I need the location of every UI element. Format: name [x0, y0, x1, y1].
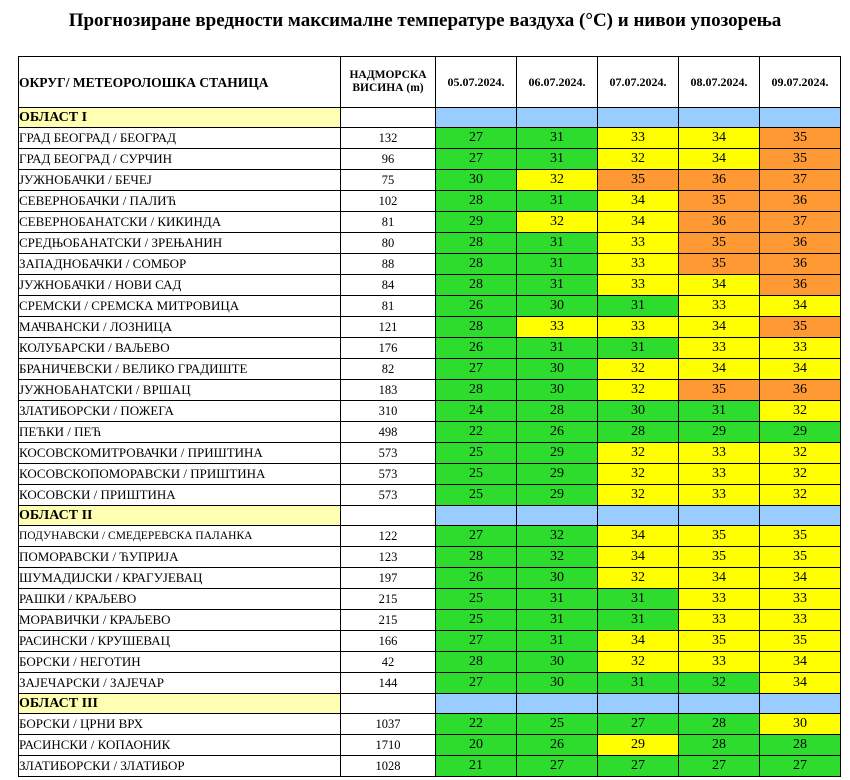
region-date-blank [598, 694, 679, 714]
region-date-blank [679, 506, 760, 526]
temperature-cell: 36 [760, 380, 841, 401]
temperature-cell: 34 [598, 212, 679, 233]
table-row [19, 422, 841, 443]
station-name: ПЕЋКИ / ПЕЋ [19, 422, 341, 443]
station-name: МАЧВАНСКИ / ЛОЗНИЦА [19, 317, 341, 338]
temperature-cell: 32 [760, 401, 841, 422]
region-elevation-blank [341, 506, 436, 526]
temperature-cell: 36 [760, 233, 841, 254]
temperature-cell: 34 [598, 191, 679, 212]
temperature-cell: 28 [598, 422, 679, 443]
temperature-cell: 28 [436, 652, 517, 673]
temperature-cell: 33 [679, 652, 760, 673]
temperature-cell: 28 [436, 233, 517, 254]
temperature-cell: 27 [598, 714, 679, 735]
temperature-cell: 25 [436, 610, 517, 631]
temperature-cell: 32 [517, 526, 598, 547]
station-elevation: 75 [341, 170, 436, 191]
temperature-cell: 31 [598, 589, 679, 610]
table-row [19, 756, 841, 777]
table-row [19, 128, 841, 149]
temperature-cell: 33 [679, 443, 760, 464]
table-row [19, 149, 841, 170]
temperature-cell: 29 [436, 212, 517, 233]
station-name: ЗЛАТИБОРСКИ / ПОЖЕГА [19, 401, 341, 422]
temperature-cell: 33 [598, 317, 679, 338]
temperature-cell: 35 [679, 631, 760, 652]
region-elevation-blank [341, 694, 436, 714]
station-name: БОРСКИ / НЕГОТИН [19, 652, 341, 673]
temperature-cell: 32 [598, 359, 679, 380]
region-label: ОБЛАСТ I [19, 108, 341, 128]
temperature-cell: 31 [517, 254, 598, 275]
region-date-blank [760, 108, 841, 128]
region-label: ОБЛАСТ III [19, 694, 341, 714]
temperature-cell: 28 [436, 380, 517, 401]
table-row [19, 735, 841, 756]
temperature-cell: 22 [436, 714, 517, 735]
station-elevation: 215 [341, 610, 436, 631]
station-elevation: 1710 [341, 735, 436, 756]
region-date-blank [436, 108, 517, 128]
temperature-cell: 27 [517, 756, 598, 777]
temperature-cell: 30 [517, 359, 598, 380]
temperature-cell: 34 [679, 317, 760, 338]
temperature-cell: 35 [679, 233, 760, 254]
temperature-cell: 26 [436, 296, 517, 317]
region-date-blank [517, 506, 598, 526]
temperature-cell: 22 [436, 422, 517, 443]
region-date-blank [598, 108, 679, 128]
station-name: ПОМОРАВСКИ / ЋУПРИЈА [19, 547, 341, 568]
temperature-cell: 30 [517, 652, 598, 673]
region-header-row [19, 108, 841, 128]
table-row [19, 401, 841, 422]
temperature-cell: 35 [760, 317, 841, 338]
table-row [19, 631, 841, 652]
temperature-cell: 34 [679, 128, 760, 149]
temperature-cell: 20 [436, 735, 517, 756]
station-elevation: 132 [341, 128, 436, 149]
temperature-cell: 31 [598, 296, 679, 317]
temperature-cell: 31 [679, 401, 760, 422]
temperature-cell: 33 [598, 128, 679, 149]
table-row [19, 610, 841, 631]
temperature-cell: 28 [517, 401, 598, 422]
station-name: ШУМАДИЈСКИ / КРАГУЈЕВАЦ [19, 568, 341, 589]
temperature-cell: 27 [679, 756, 760, 777]
station-name: СРЕМСКИ / СРЕМСКА МИТРОВИЦА [19, 296, 341, 317]
station-elevation: 1028 [341, 756, 436, 777]
temperature-cell: 35 [679, 254, 760, 275]
station-name: ПОДУНАВСКИ / СМЕДЕРЕВСКА ПАЛАНКА [19, 526, 341, 547]
station-elevation: 183 [341, 380, 436, 401]
table-row [19, 443, 841, 464]
station-name: ЗАЈЕЧАРСКИ / ЗАЈЕЧАР [19, 673, 341, 694]
region-date-blank [760, 506, 841, 526]
temperature-cell: 36 [679, 212, 760, 233]
temperature-cell: 33 [679, 296, 760, 317]
temperature-cell: 26 [517, 735, 598, 756]
station-elevation: 310 [341, 401, 436, 422]
temperature-cell: 32 [517, 547, 598, 568]
temperature-cell: 32 [598, 149, 679, 170]
table-row [19, 547, 841, 568]
station-elevation: 121 [341, 317, 436, 338]
station-elevation: 197 [341, 568, 436, 589]
temperature-cell: 26 [517, 422, 598, 443]
temperature-cell: 34 [679, 149, 760, 170]
region-date-blank [436, 506, 517, 526]
region-date-blank [760, 694, 841, 714]
temperature-cell: 34 [598, 631, 679, 652]
temperature-cell: 33 [679, 338, 760, 359]
temperature-cell: 27 [598, 756, 679, 777]
temperature-cell: 27 [436, 631, 517, 652]
temperature-cell: 32 [598, 652, 679, 673]
temperature-cell: 25 [436, 485, 517, 506]
temperature-cell: 29 [517, 464, 598, 485]
region-elevation-blank [341, 108, 436, 128]
station-name: КОЛУБАРСКИ / ВАЉЕВО [19, 338, 341, 359]
station-name: РАСИНСКИ / КОПАОНИК [19, 735, 341, 756]
station-elevation: 80 [341, 233, 436, 254]
temperature-cell: 36 [760, 191, 841, 212]
forecast-table [18, 56, 841, 777]
temperature-cell: 34 [598, 526, 679, 547]
temperature-cell: 34 [679, 359, 760, 380]
table-row [19, 296, 841, 317]
station-name: ЗЛАТИБОРСКИ / ЗЛАТИБОР [19, 756, 341, 777]
station-elevation: 82 [341, 359, 436, 380]
temperature-cell: 24 [436, 401, 517, 422]
temperature-cell: 28 [436, 547, 517, 568]
table-row [19, 254, 841, 275]
temperature-cell: 34 [679, 568, 760, 589]
temperature-cell: 31 [517, 128, 598, 149]
station-elevation: 176 [341, 338, 436, 359]
region-date-blank [517, 694, 598, 714]
station-elevation: 166 [341, 631, 436, 652]
station-elevation: 215 [341, 589, 436, 610]
table-row [19, 714, 841, 735]
station-name: ЈУЖНОБАЧКИ / НОВИ САД [19, 275, 341, 296]
temperature-cell: 34 [679, 275, 760, 296]
temperature-cell: 30 [517, 568, 598, 589]
temperature-cell: 32 [517, 170, 598, 191]
temperature-cell: 30 [436, 170, 517, 191]
station-elevation: 123 [341, 547, 436, 568]
temperature-cell: 32 [760, 443, 841, 464]
station-elevation: 81 [341, 212, 436, 233]
temperature-cell: 32 [517, 212, 598, 233]
temperature-cell: 25 [436, 589, 517, 610]
date-column-header: 07.07.2024. [598, 57, 679, 108]
temperature-cell: 31 [517, 191, 598, 212]
temperature-cell: 32 [598, 443, 679, 464]
temperature-cell: 27 [436, 359, 517, 380]
temperature-cell: 32 [760, 485, 841, 506]
station-name: РАСИНСКИ / КРУШЕВАЦ [19, 631, 341, 652]
station-column-header: ОКРУГ/ МЕТЕОРОЛОШКА СТАНИЦА [19, 57, 341, 108]
temperature-cell: 34 [598, 547, 679, 568]
temperature-cell: 34 [760, 296, 841, 317]
region-header-row [19, 506, 841, 526]
station-elevation: 96 [341, 149, 436, 170]
temperature-cell: 32 [598, 485, 679, 506]
temperature-cell: 36 [679, 170, 760, 191]
station-name: РАШКИ / КРАЉЕВО [19, 589, 341, 610]
region-date-blank [679, 108, 760, 128]
elevation-header-line1: НАДМОРСКА [349, 69, 427, 81]
temperature-cell: 35 [760, 128, 841, 149]
temperature-cell: 25 [436, 464, 517, 485]
temperature-cell: 34 [760, 652, 841, 673]
region-date-blank [679, 694, 760, 714]
temperature-cell: 35 [598, 170, 679, 191]
temperature-cell: 27 [436, 128, 517, 149]
station-name: КОСОВСКОМИТРОВАЧКИ / ПРИШТИНА [19, 443, 341, 464]
temperature-cell: 32 [598, 464, 679, 485]
station-name: ЗАПАДНОБАЧКИ / СОМБОР [19, 254, 341, 275]
date-column-header: 09.07.2024. [760, 57, 841, 108]
table-row [19, 589, 841, 610]
station-elevation: 84 [341, 275, 436, 296]
table-row [19, 233, 841, 254]
temperature-cell: 31 [517, 233, 598, 254]
temperature-cell: 34 [760, 359, 841, 380]
station-elevation: 81 [341, 296, 436, 317]
station-elevation: 573 [341, 464, 436, 485]
table-row [19, 212, 841, 233]
temperature-cell: 35 [760, 149, 841, 170]
table-row [19, 170, 841, 191]
temperature-cell: 33 [517, 317, 598, 338]
temperature-cell: 28 [436, 275, 517, 296]
temperature-cell: 33 [760, 589, 841, 610]
temperature-cell: 29 [760, 422, 841, 443]
temperature-cell: 33 [760, 610, 841, 631]
table-row [19, 191, 841, 212]
temperature-cell: 29 [598, 735, 679, 756]
station-elevation: 498 [341, 422, 436, 443]
table-row [19, 464, 841, 485]
temperature-cell: 25 [436, 443, 517, 464]
station-name: ЈУЖНОБАНАТСКИ / ВРШАЦ [19, 380, 341, 401]
station-name: СЕВЕРНОБАНАТСКИ / КИКИНДА [19, 212, 341, 233]
temperature-cell: 29 [679, 422, 760, 443]
station-name: ГРАД БЕОГРАД / СУРЧИН [19, 149, 341, 170]
station-elevation: 144 [341, 673, 436, 694]
date-column-header: 05.07.2024. [436, 57, 517, 108]
temperature-cell: 34 [760, 568, 841, 589]
table-row [19, 652, 841, 673]
temperature-cell: 31 [598, 673, 679, 694]
elevation-column-header [341, 57, 436, 108]
station-elevation: 1037 [341, 714, 436, 735]
temperature-cell: 35 [679, 547, 760, 568]
station-elevation: 573 [341, 485, 436, 506]
temperature-cell: 35 [679, 380, 760, 401]
temperature-cell: 29 [517, 443, 598, 464]
station-elevation: 102 [341, 191, 436, 212]
station-elevation: 88 [341, 254, 436, 275]
temperature-cell: 28 [679, 735, 760, 756]
temperature-cell: 27 [760, 756, 841, 777]
region-header-row [19, 694, 841, 714]
station-name: БОРСКИ / ЦРНИ ВРХ [19, 714, 341, 735]
temperature-cell: 35 [760, 526, 841, 547]
table-row [19, 317, 841, 338]
temperature-cell: 33 [679, 485, 760, 506]
station-elevation: 573 [341, 443, 436, 464]
temperature-cell: 30 [517, 296, 598, 317]
temperature-cell: 30 [760, 714, 841, 735]
table-row [19, 359, 841, 380]
table-row [19, 526, 841, 547]
station-name: БРАНИЧЕВСКИ / ВЕЛИКО ГРАДИШТЕ [19, 359, 341, 380]
temperature-cell: 28 [436, 317, 517, 338]
region-date-blank [436, 694, 517, 714]
page-title: Прогнозиране вредности максималне температуре ваздуха (°C) и нивои упозорења [68, 10, 782, 31]
date-column-header: 08.07.2024. [679, 57, 760, 108]
station-name: СРЕДЊОБАНАТСКИ / ЗРЕЊАНИН [19, 233, 341, 254]
temperature-cell: 31 [517, 149, 598, 170]
region-label: ОБЛАСТ II [19, 506, 341, 526]
temperature-cell: 28 [679, 714, 760, 735]
temperature-cell: 34 [760, 673, 841, 694]
temperature-cell: 26 [436, 568, 517, 589]
temperature-cell: 31 [517, 338, 598, 359]
temperature-cell: 31 [598, 610, 679, 631]
temperature-cell: 32 [598, 568, 679, 589]
temperature-cell: 33 [679, 589, 760, 610]
table-row [19, 338, 841, 359]
table-row [19, 275, 841, 296]
temperature-cell: 31 [517, 610, 598, 631]
elevation-header-line2: ВИСИНА (m) [352, 82, 424, 94]
table-row [19, 568, 841, 589]
temperature-cell: 28 [436, 254, 517, 275]
table-row [19, 485, 841, 506]
station-name: КОСОВСКОПОМОРАВСКИ / ПРИШТИНА [19, 464, 341, 485]
temperature-cell: 30 [517, 380, 598, 401]
temperature-cell: 33 [598, 233, 679, 254]
temperature-cell: 35 [760, 631, 841, 652]
temperature-cell: 37 [760, 212, 841, 233]
temperature-cell: 37 [760, 170, 841, 191]
temperature-cell: 31 [517, 275, 598, 296]
temperature-cell: 33 [598, 254, 679, 275]
header-row [19, 57, 841, 108]
temperature-cell: 27 [436, 526, 517, 547]
temperature-cell: 35 [679, 526, 760, 547]
station-name: МОРАВИЧКИ / КРАЉЕВО [19, 610, 341, 631]
temperature-cell: 33 [679, 464, 760, 485]
date-column-header: 06.07.2024. [517, 57, 598, 108]
temperature-cell: 33 [760, 338, 841, 359]
temperature-cell: 31 [598, 338, 679, 359]
temperature-cell: 28 [436, 191, 517, 212]
temperature-cell: 31 [517, 631, 598, 652]
station-name: ГРАД БЕОГРАД / БЕОГРАД [19, 128, 341, 149]
temperature-cell: 32 [598, 380, 679, 401]
temperature-cell: 29 [517, 485, 598, 506]
forecast-table-body [19, 108, 841, 777]
temperature-cell: 35 [679, 191, 760, 212]
temperature-cell: 30 [598, 401, 679, 422]
station-elevation: 122 [341, 526, 436, 547]
temperature-cell: 31 [517, 589, 598, 610]
temperature-cell: 32 [679, 673, 760, 694]
station-name: КОСОВСКИ / ПРИШТИНА [19, 485, 341, 506]
temperature-cell: 30 [517, 673, 598, 694]
temperature-cell: 33 [679, 610, 760, 631]
temperature-cell: 33 [598, 275, 679, 296]
temperature-cell: 25 [517, 714, 598, 735]
temperature-cell: 27 [436, 149, 517, 170]
region-date-blank [598, 506, 679, 526]
temperature-cell: 32 [760, 464, 841, 485]
temperature-cell: 36 [760, 254, 841, 275]
station-name: СЕВЕРНОБАЧКИ / ПАЛИЋ [19, 191, 341, 212]
temperature-cell: 27 [436, 673, 517, 694]
station-elevation: 42 [341, 652, 436, 673]
table-row [19, 380, 841, 401]
temperature-cell: 36 [760, 275, 841, 296]
temperature-cell: 26 [436, 338, 517, 359]
temperature-cell: 28 [760, 735, 841, 756]
station-name: ЈУЖНОБАЧКИ / БЕЧЕЈ [19, 170, 341, 191]
temperature-cell: 21 [436, 756, 517, 777]
temperature-cell: 35 [760, 547, 841, 568]
region-date-blank [517, 108, 598, 128]
table-row [19, 673, 841, 694]
